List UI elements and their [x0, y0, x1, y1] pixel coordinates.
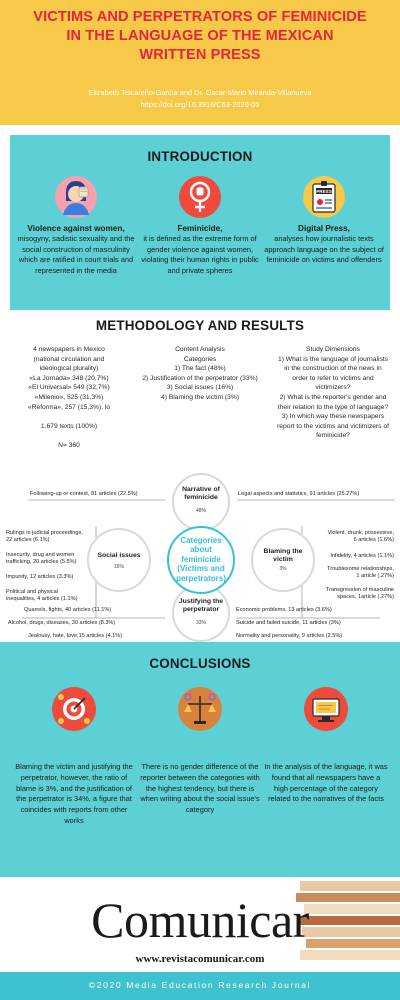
header-banner [0, 0, 400, 125]
target-blame-icon [51, 686, 97, 732]
social-label-impunity: Impunity, 12 articles (3.3%) [6, 574, 74, 580]
blaming-pct: 3% [279, 566, 287, 572]
blaming-label-line: Violent, drunk, possessive, [327, 530, 394, 536]
svg-text:PRESS: PRESS [316, 189, 332, 194]
social-title: Social issues [97, 552, 141, 559]
justifying-title-line: perpetrator [182, 606, 220, 613]
conclusion-item-language [264, 686, 388, 805]
computer-language-icon [303, 686, 349, 732]
intro-item-feminicide [138, 175, 262, 276]
social-label-line: inequalities, 4 articles (1.1%) [6, 596, 78, 603]
justifying-title [171, 598, 231, 614]
study-line: in the construction of the news in [284, 365, 382, 373]
newspapers-line: «Reforma», 257 (15,3%), lo [27, 403, 111, 411]
conclusion-desc-language: In the analysis of the language, it was found that all newspapers have a high percentage of the category related to the narratives of the facts [264, 762, 388, 804]
study-line: 2) What is the reporter's gender and [279, 393, 387, 401]
conclusion-item-gender [138, 686, 262, 816]
intro-desc-digital-press: analyses how journalistic texts approach language on the subject of feminicide on victims and offenders [264, 234, 384, 265]
conclusions-title: CONCLUSIONS [149, 656, 251, 671]
intro-lead-feminicide: Feminicide, [177, 224, 223, 233]
social-label-insecurity [6, 552, 101, 567]
narrative-title-line: Narrative of [182, 486, 220, 493]
bottom-bar [0, 972, 400, 1000]
methodology-title: METHODOLOGY AND RESULTS [95, 318, 305, 333]
title-line-3: WRITTEN PRESS [139, 47, 261, 63]
intro-lead-violence: Violence against women, [27, 224, 125, 233]
content-line: Content Analysis [175, 346, 225, 353]
website-link[interactable]: www.revistacomunicar.com [135, 953, 265, 965]
center-label-line: (Victims and [177, 564, 225, 574]
blaming-label-line: 6 articles (1.6%) [353, 537, 394, 544]
narrative-title-line: feminicide [184, 494, 218, 501]
press-badge-icon [302, 175, 346, 219]
justifying-label-alcohol: Alcohol, drugs, diseases, 30 articles (8.3%) [8, 620, 116, 626]
blaming-label-infidelity: Infidelity, 4 articles (1.1%) [330, 553, 394, 559]
footer [0, 877, 400, 972]
study-line: 3) In which way these newspapers [281, 413, 385, 421]
social-pct: 16% [113, 564, 124, 570]
conclusion-desc-blame: Blaming the victim and justifying the perpetrator, however, the ratio of blame is 3%, and the justification of the perpetrator is 34%, a figure that coincides with reports from other works [15, 762, 133, 825]
categories-diagram [0, 472, 400, 644]
justifying-label-jealousy: Jealousy, hate, love,15 articles (4.1%) [28, 633, 123, 639]
narrative-pct: 48% [195, 508, 206, 514]
authors: Elizabeth Tiscareño-García and Dr. Oscar-Mario Miranda-Villanueva [88, 88, 312, 97]
narrative-left-label: Following-up or context, 81 articles (22.5%) [30, 491, 138, 497]
introduction-title: INTRODUCTION [147, 149, 253, 164]
study-line: 1) What is the language of journalists [277, 355, 389, 363]
introduction-section [0, 125, 400, 310]
study-line: Study Dimensions [306, 346, 360, 353]
blaming-title [254, 548, 312, 564]
sample-size: N= 360 [58, 441, 80, 449]
blaming-label-line: 1 article (.27%) [356, 573, 394, 580]
social-label-line: Insecurity, drug and women [6, 552, 75, 558]
newspapers-line: ideological plurality) [39, 365, 99, 373]
methodology-section [0, 310, 400, 642]
study-line: their relation to the type of language? [277, 403, 389, 411]
center-label-line: about [190, 545, 212, 555]
justifying-label-quarrels: Quarrels, fights, 40 articles (11.1%) [24, 607, 112, 613]
feminism-fist-icon [178, 175, 222, 219]
justifying-pct: 33% [195, 620, 206, 626]
intro-item-violence [14, 175, 138, 276]
narrative-right-label: Legal aspects and statistics, 91 articles (25.27%) [238, 491, 360, 497]
center-label-line: feminicide [181, 554, 221, 564]
social-label-line: Rulings in judicial proceedings, [6, 530, 83, 536]
social-label-line: Political and physical [6, 589, 58, 595]
woman-victim-icon [54, 175, 98, 219]
social-label-line: 22 articles (6.1%) [6, 537, 50, 544]
center-label-line: perpetrators) [176, 573, 226, 583]
study-line: victimizers? [315, 384, 351, 392]
study-line: order to refer to victims and [292, 374, 374, 382]
page-title [10, 8, 390, 65]
narrative-title [171, 486, 231, 502]
intro-desc-feminicide: it is defined as the extreme form of gender violence against women, violating their human rights in public and private spheres [141, 234, 259, 275]
newspapers-line: «El Universal» 549 (32,7%) [28, 384, 110, 392]
gender-scale-icon [177, 686, 223, 732]
conclusion-item-blame [12, 686, 136, 827]
introduction-panel [10, 135, 390, 310]
blaming-label-relationships [306, 566, 394, 581]
newspapers-line: «La Jornada» 348 (20,7%) [29, 374, 109, 382]
newspapers-total: 1.679 texts (100%) [40, 422, 98, 430]
newspapers-line: «Milenio», 525 (31,3%) [34, 393, 104, 401]
blaming-title-line: Blaming the [263, 548, 303, 555]
journal-caption: ©2020 Media Education Research Journal [88, 980, 312, 990]
conclusion-desc-gender: There is no gender difference of the reporter between the categories with the highest tendency, but there is when writing about the social issue's category [140, 762, 260, 815]
blaming-title-line: victim [273, 556, 293, 563]
title-line-2: IN THE LANGUAGE OF THE MEXICAN [66, 28, 334, 44]
title-line-1: VICTIMS AND PERPETRATORS OF FEMINICIDE [33, 9, 367, 25]
social-label-rulings [6, 530, 101, 545]
study-line: feminicide? [316, 432, 350, 440]
newspapers-line: (national circulation and [33, 355, 105, 363]
justifying-title-line: Justifying the [178, 598, 224, 605]
center-label-line: Categories [180, 536, 222, 545]
content-line: 2) Justification of the perpetrator (33%) [142, 374, 258, 382]
doi-link[interactable]: https://doi.org/10.3916/C63-2020-05 [140, 100, 260, 109]
conclusions-section [0, 642, 400, 877]
justifying-label-economic: Economic problems, 13 articles (3.6%) [236, 607, 332, 613]
intro-lead-digital-press: Digital Press, [298, 224, 350, 233]
blaming-label-line: spaces, 1article (.27%) [337, 594, 394, 601]
justifying-label-suicide: Suicide and failed suicide, 11 articles (3%) [236, 620, 341, 626]
study-dimensions-column [270, 345, 396, 441]
blaming-label-line: Troublesome relationships, [327, 566, 394, 572]
blaming-label-transgression [306, 587, 394, 602]
study-line: report to the victims and victimizers of [277, 422, 389, 430]
blaming-label-line: Transgression of masculine [325, 587, 394, 593]
newspapers-line: 4 newspapers in Mexico [33, 346, 105, 353]
content-line: 4) Blaming the victim (3%) [160, 393, 240, 401]
social-label-line: trafficking, 20 articles (5.5%) [6, 559, 77, 566]
brand-logo: Comunicar [91, 892, 309, 948]
content-line: Categories [183, 355, 217, 363]
narrative-circle [173, 474, 229, 530]
content-line: 1) The fact (48%) [174, 365, 226, 373]
blaming-label-violent [306, 530, 394, 545]
intro-desc-violence: misogyny, sadistic sexuality and the social construction of masculinity which are ratified in court trials and represented in the media [17, 234, 135, 275]
intro-item-digital-press [262, 175, 386, 266]
content-line: 3) Social issues (16%) [166, 384, 234, 392]
content-analysis-column [132, 345, 268, 403]
center-label [161, 536, 241, 583]
newspapers-column [10, 345, 128, 451]
social-label-inequalities [6, 589, 101, 604]
justifying-label-normality: Normality and personality, 9 articles (2.5%) [236, 633, 343, 639]
